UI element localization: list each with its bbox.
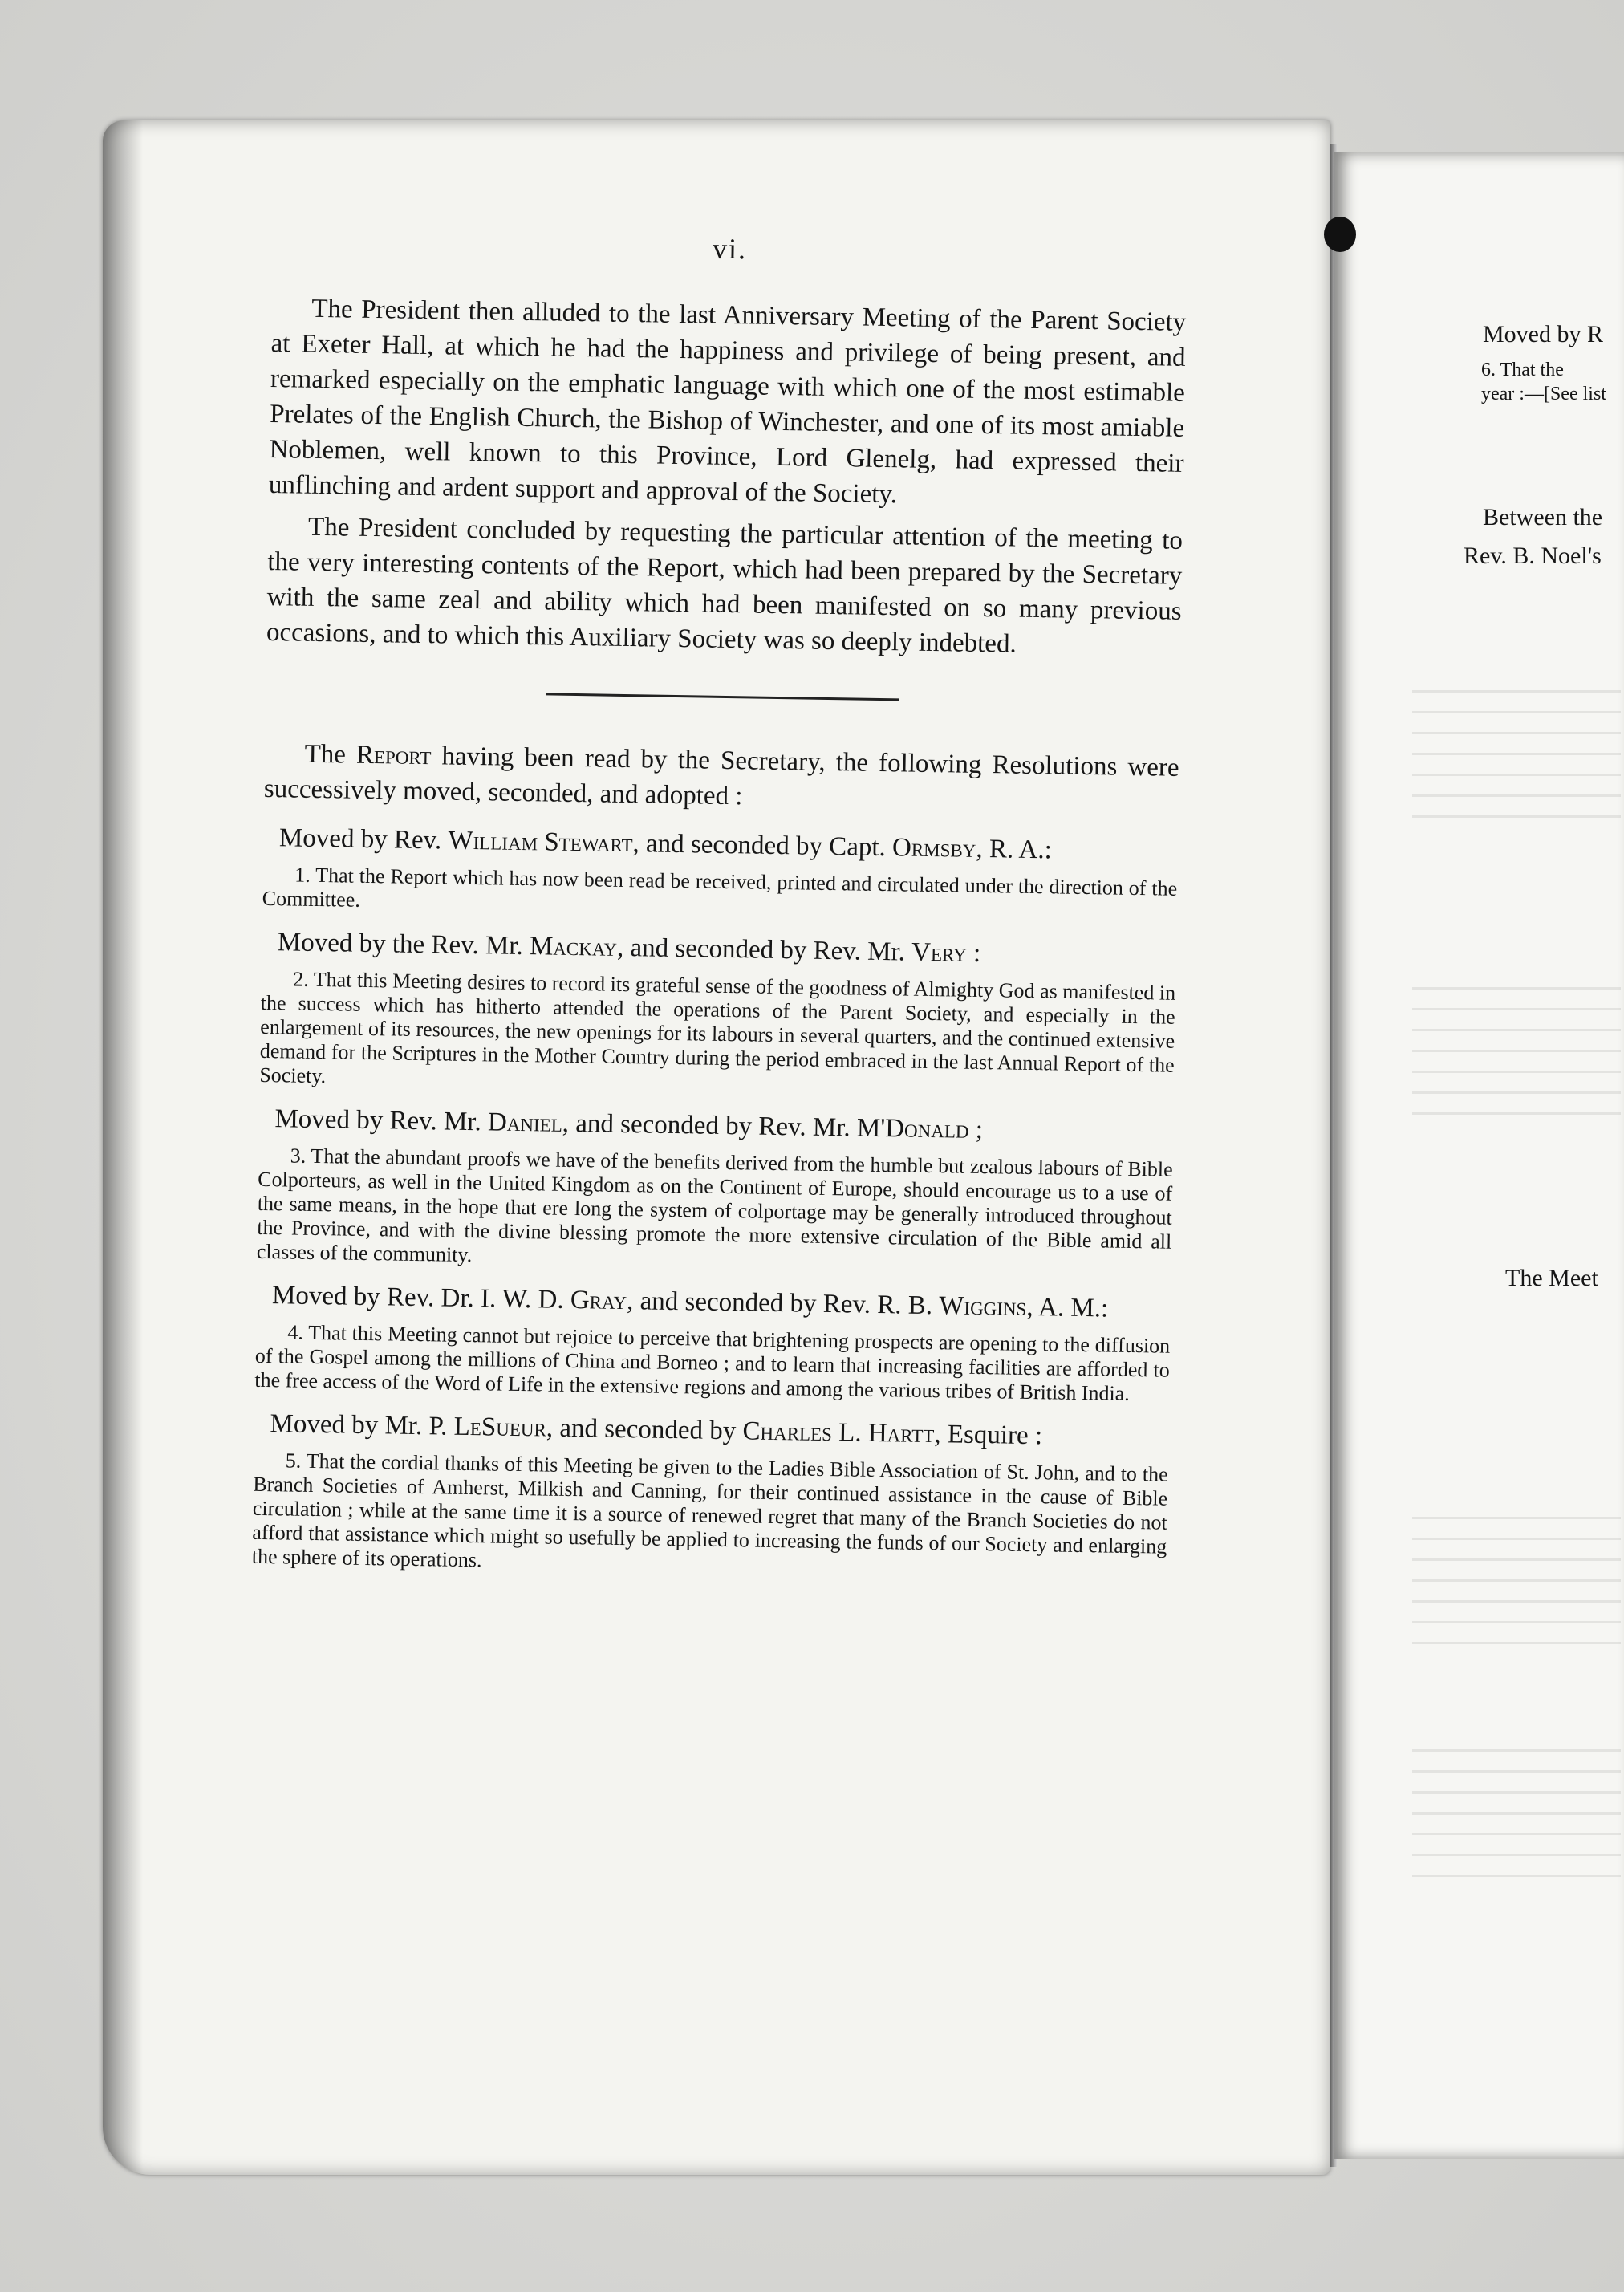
resolution-2 [259, 925, 1176, 1102]
bleed-through-text [1412, 987, 1621, 1116]
moved-line: Moved by the Rev. Mr. Mackay, and seconded by Rev. Mr. Very : [277, 928, 981, 968]
paragraph-president-concluded: The President concluded by requesting the particular attention of the meeting to the very interesting contents of the Report, which had been prepared by the Secretary with the same zeal and ability which had been manifested on so many previous occasions, and to which this Auxiliary Society was so deeply indebted. [266, 512, 1183, 659]
moved-line: Moved by Rev. Mr. Daniel, and seconded by Rev. Mr. M'Donald ; [274, 1104, 984, 1145]
resolution-text: 1. That the Report which has now been read be received, printed and circulated under the direction of the Committee. [262, 863, 1178, 912]
resolution-text: 4. That this Meeting cannot but rejoice to perceive that brightening prospects are opening to the diffusion of the Gospel among the millions of China and Borneo ; and to learn that increasing facilities are afforded to the free access of the Word of Life in the extensive regions and among the various tribes of British India. [254, 1320, 1171, 1405]
bleed-through-text [1412, 690, 1621, 819]
right-see-list: year :—[See list [1481, 384, 1606, 404]
page-number: vi. [712, 232, 748, 266]
moved-line: Moved by Rev. Dr. I. W. D. Gray, and seconded by Rev. R. B. Wiggins, A. M.: [271, 1281, 1109, 1323]
bleed-through-text [1412, 1749, 1621, 1878]
section-divider [546, 693, 899, 701]
right-meeting: The Meet [1505, 1265, 1598, 1291]
resolution-text: 5. That the cordial thanks of this Meeting be given to the Ladies Bible Association of St. John, and to the Branch Societies of Amherst, Milkish and Canning, for their continued assistance in the cause of Bible circulation ; while at the same time it is a source of renewed regret that many of the Branch Societies do not afford that assistance which might so usefully be applied to increasing the funds of our Society and enlarging the sphere of its operations. [251, 1449, 1168, 1572]
resolution-1 [262, 821, 1179, 925]
bleed-through-text [1412, 1517, 1621, 1645]
resolutions-intro: The Report having been read by the Secretary, the following Resolutions were successively moved, seconded, and adopted : [263, 739, 1179, 811]
paragraph-president-alluded: The President then alluded to the last Anniversary Meeting of the Parent Society at Exeter Hall, at which he had the happiness and privilege of being present, and remarked especially on the emphatic language with which one of the most estimable Prelates of the English Church, the Bishop of Winchester, and one of its most amiable Noblemen, well known to this Province, Lord Glenelg, had expressed their unflinching and ardent support and approval of the Society. [268, 294, 1187, 510]
left-page-text [251, 225, 1187, 1596]
resolution-4 [254, 1278, 1171, 1407]
right-resolution-6: 6. That the [1481, 360, 1564, 380]
right-between: Between the [1483, 504, 1603, 530]
ink-blot [1324, 217, 1356, 252]
resolution-text: 3. That the abundant proofs we have of the benefits derived from the humble but zealous labours of Bible Colporteurs, as well in the United Kingdom as on the Continent of Europe, should encourage us to a use of the same means, in the hope that ere long the system of colportage may be generally introduced throughout the Province, and with the divine blessing promote the more extensive circulation of the Bible amid all classes of the community. [256, 1144, 1173, 1267]
moved-line: Moved by Mr. P. LeSueur, and seconded by Charles L. Hartt, Esquire : [270, 1409, 1043, 1451]
resolution-5 [252, 1407, 1169, 1583]
right-noel: Rev. B. Noel's [1464, 543, 1602, 569]
moved-line: Moved by Rev. William Stewart, and seconded by Capt. Ormsby, R. A.: [278, 823, 1053, 865]
resolution-3 [257, 1102, 1174, 1278]
resolution-text: 2. That this Meeting desires to record its grateful sense of the goodness of Almighty God as manifested in the success which has hitherto attended the operations of the Parent Society, and especially in the enlargement of its resources, the new openings for its labours in several quarters, and the continued extensive demand for the Scriptures in the Mother Country during the period embraced in the last Annual Report of the Society. [259, 967, 1176, 1088]
right-moved-by: Moved by R [1483, 321, 1603, 347]
